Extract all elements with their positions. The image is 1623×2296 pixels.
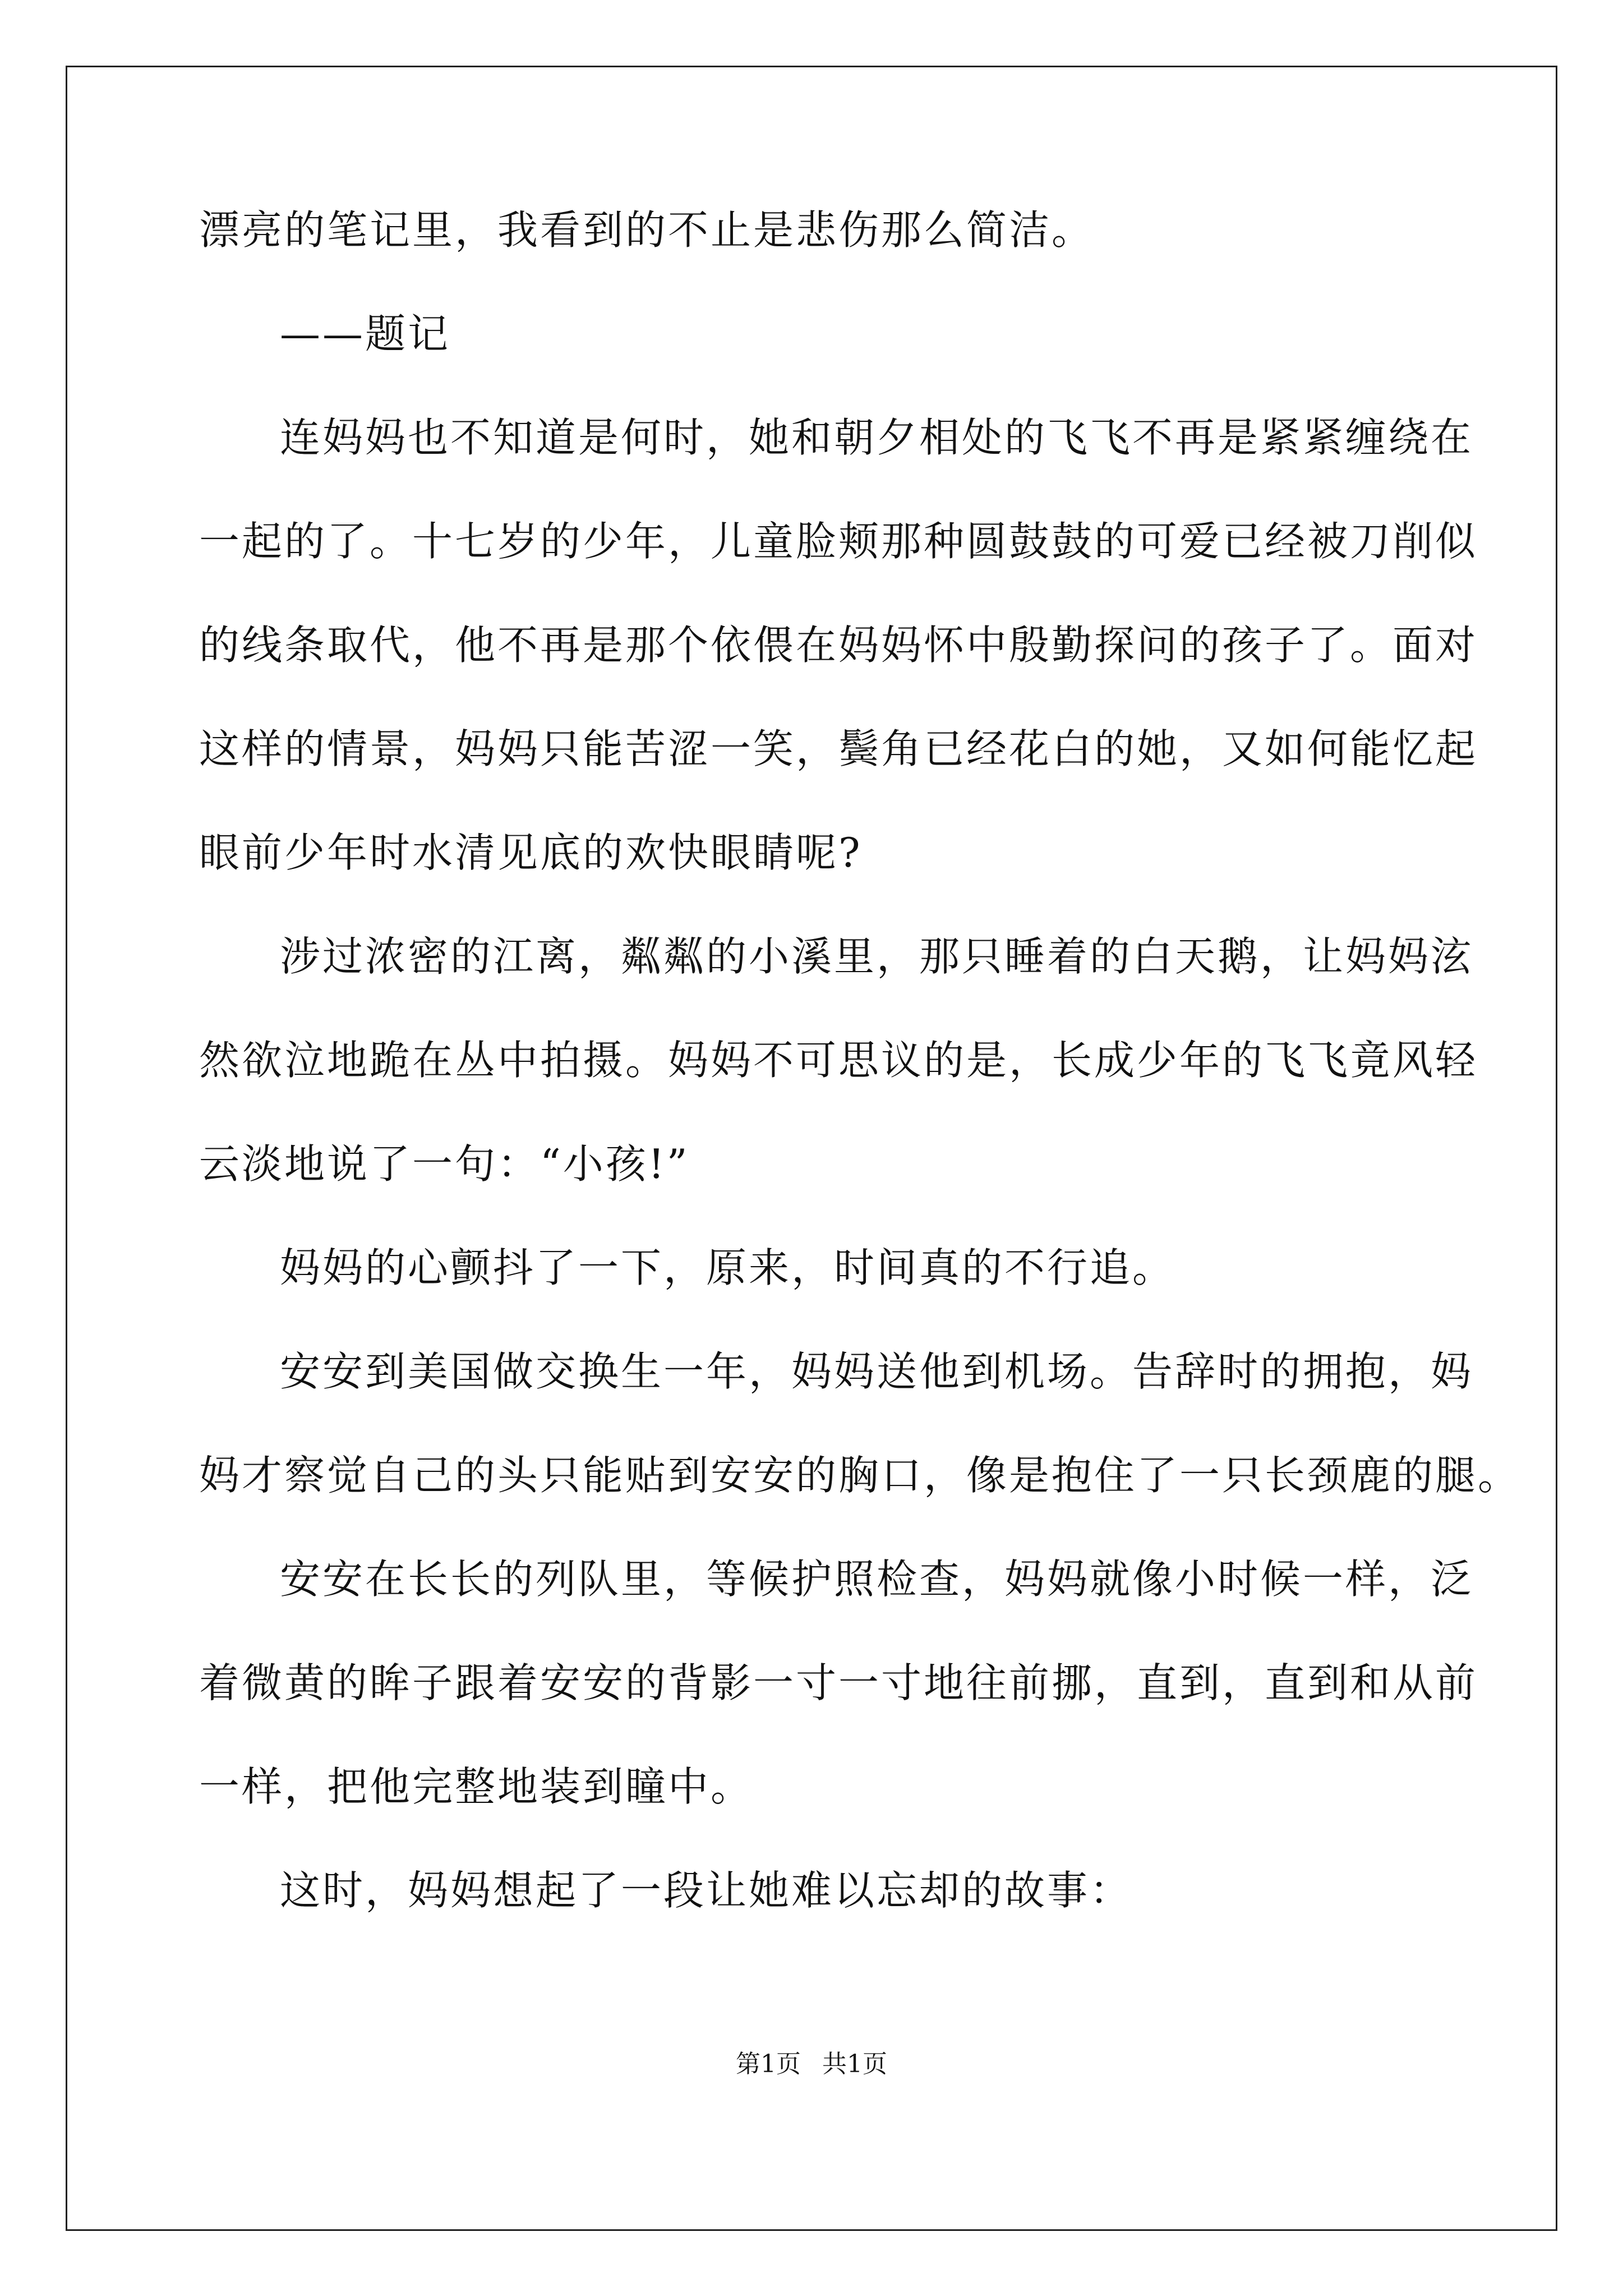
text-line: 的线条取代，他不再是那个依偎在妈妈怀中殷勤探问的孩子了。面对 [199,622,1478,669]
text-line: 妈才察觉自己的头只能贴到安安的胸口，像是抱住了一只长颈鹿的腿。 [199,1452,1521,1499]
page-total: 共1页 [822,2050,887,2078]
text-line: 安安在长长的列队里，等候护照检查，妈妈就像小时候一样，泛 [280,1556,1474,1603]
epigraph-attribution: ——题记 [280,310,451,357]
text-line: 一起的了。十七岁的少年，儿童脸颊那种圆鼓鼓的可爱已经被刀削似 [199,518,1478,565]
text-line: 云淡地说了一句：“小孩!” [199,1140,690,1188]
text-line: 着微黄的眸子跟着安安的背影一寸一寸地往前挪，直到，直到和从前 [199,1659,1478,1706]
text-line: 一样，把他完整地装到瞳中。 [199,1763,754,1810]
text-line: 安安到美国做交换生一年，妈妈送他到机场。告辞时的拥抱，妈 [280,1348,1474,1395]
text-line: 漂亮的笔记里，我看到的不止是悲伤那么简洁。 [199,206,1095,254]
text-line: 涉过浓密的江离，粼粼的小溪里，那只睡着的白天鹅，让妈妈泫 [280,933,1474,980]
text-line: 连妈妈也不知道是何时，她和朝夕相处的飞飞不再是紧紧缠绕在 [280,414,1474,461]
text-line: 这时，妈妈想起了一段让她难以忘却的故事： [280,1867,1133,1914]
page-footer [0,2047,1623,2081]
page-number: 第1页 [736,2050,801,2078]
text-line: 这样的情景，妈妈只能苦涩一笑，鬓角已经花白的她，又如何能忆起 [199,725,1478,772]
text-line: 然欲泣地跪在丛中拍摄。妈妈不可思议的是，长成少年的飞飞竟风轻 [199,1037,1478,1084]
text-line: 眼前少年时水清见底的欢快眼睛呢? [199,829,863,876]
text-line: 妈妈的心颤抖了一下，原来，时间真的不行追。 [280,1244,1175,1291]
